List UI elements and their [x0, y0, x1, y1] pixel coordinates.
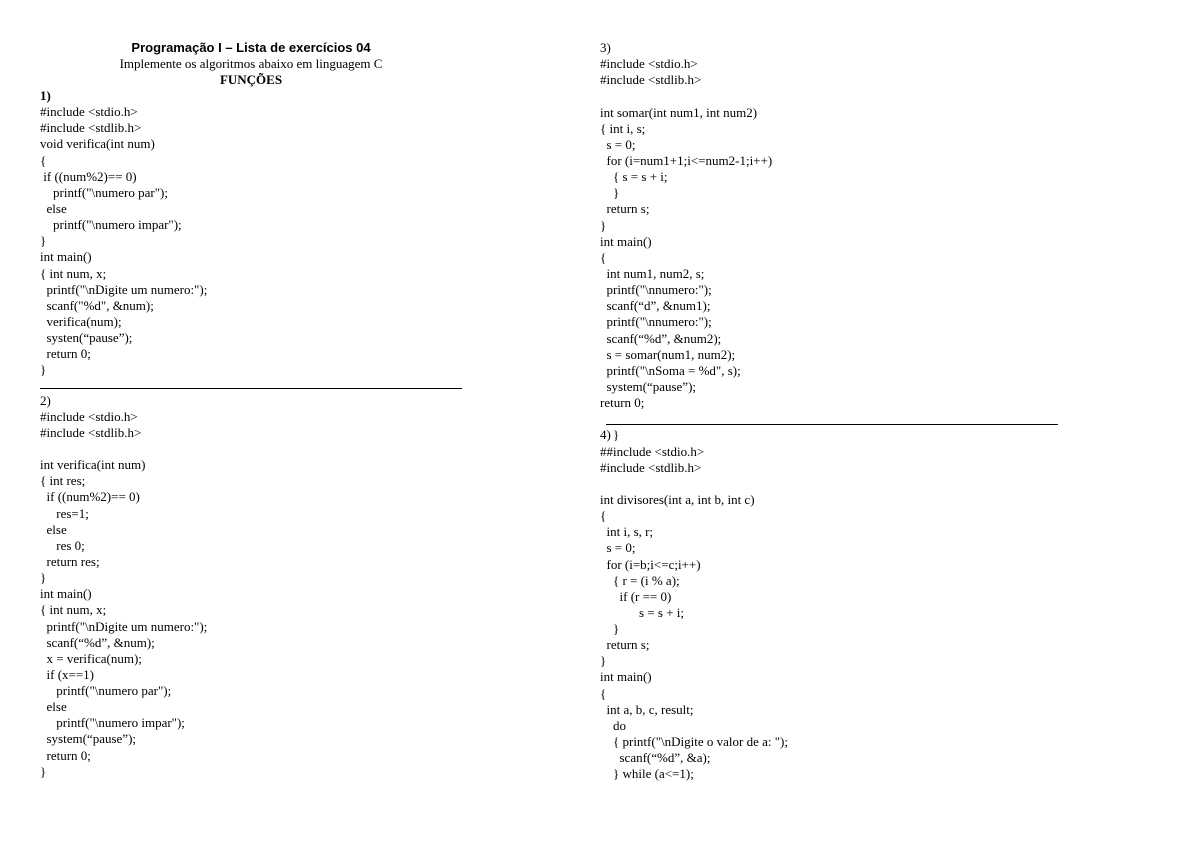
code-line: #include <stdio.h>	[40, 408, 138, 424]
code-line: {	[600, 685, 607, 701]
document-title: Programação I – Lista de exercícios 04	[131, 40, 371, 55]
code-line: scanf(“%d”, &a);	[600, 750, 711, 766]
exercise-1-code	[40, 104, 470, 378]
code-line: int main()	[40, 586, 92, 602]
code-line: scanf("%d", &num);	[40, 297, 154, 313]
code-line: int verifica(int num)	[40, 457, 146, 473]
exercise-1-number: 1)	[40, 88, 51, 103]
left-column	[40, 40, 470, 780]
code-line: else	[40, 699, 67, 715]
code-line: { printf("\nDigite o valor de a: ");	[600, 734, 788, 750]
separator-rule	[606, 424, 1058, 425]
code-line: return s;	[600, 637, 650, 653]
code-line: return 0;	[600, 395, 645, 411]
code-line: else	[40, 200, 67, 216]
code-line: }	[40, 233, 47, 249]
code-line: if (x==1)	[40, 666, 95, 682]
exercise-4-code	[600, 444, 1070, 783]
code-line: int num1, num2, s;	[600, 265, 705, 281]
closing-brace: }	[613, 427, 620, 443]
code-line: {	[600, 249, 607, 265]
code-line: scanf(“%d”, &num);	[40, 634, 155, 650]
code-line: for (i=num1+1;i<=num2-1;i++)	[600, 152, 773, 168]
code-line: x = verifica(num);	[40, 650, 142, 666]
code-line: }	[600, 653, 607, 669]
code-line: int main()	[600, 669, 652, 685]
code-line: }	[40, 763, 47, 779]
code-line	[600, 476, 1070, 492]
exercise-4-number: 4)	[600, 427, 611, 443]
code-line: ##include <stdio.h>	[600, 443, 705, 459]
code-line: for (i=b;i<=c;i++)	[600, 556, 701, 572]
code-line: return res;	[40, 553, 100, 569]
exercise-2-code	[40, 409, 470, 780]
code-line: #include <stdlib.h>	[600, 72, 702, 88]
code-line: {	[40, 152, 47, 168]
code-line: systen(“pause”);	[40, 330, 133, 346]
code-line: system(“pause”);	[40, 731, 137, 747]
code-line: }	[600, 217, 607, 233]
code-line: printf("\nnumero:");	[600, 282, 712, 298]
code-line: int a, b, c, result;	[600, 701, 694, 717]
code-line: }	[40, 362, 47, 378]
code-line: return s;	[600, 201, 650, 217]
code-line: if (r == 0)	[600, 588, 672, 604]
code-line: else	[40, 521, 67, 537]
code-line: verifica(num);	[40, 313, 122, 329]
code-line: scanf(“%d”, &num2);	[600, 330, 722, 346]
code-line: } while (a<=1);	[600, 766, 694, 782]
exercise-2-number: 2)	[40, 392, 51, 408]
code-line: int i, s, r;	[600, 524, 654, 540]
code-line: res=1;	[40, 505, 89, 521]
code-line: { s = s + i;	[600, 169, 668, 185]
code-line: #include <stdlib.h>	[600, 459, 702, 475]
code-line	[600, 88, 1070, 104]
code-line: printf("\numero par");	[40, 184, 168, 200]
code-line: printf("\nnumero:");	[600, 314, 712, 330]
code-line: printf("\nSoma = %d", s);	[600, 362, 741, 378]
code-line: }	[600, 185, 620, 201]
code-line: #include <stdio.h>	[600, 56, 698, 72]
code-line: }	[40, 570, 47, 586]
code-line: s = somar(num1, num2);	[600, 346, 736, 362]
code-line: void verifica(int num)	[40, 136, 155, 152]
code-line: int divisores(int a, int b, int c)	[600, 491, 755, 507]
separator-rule	[40, 388, 462, 389]
code-line: return 0;	[40, 747, 91, 763]
exercise-3-closing	[600, 411, 1070, 443]
section-heading: FUNÇÕES	[219, 72, 283, 87]
code-line: if ((num%2)== 0)	[40, 168, 137, 184]
code-line: int main()	[40, 249, 92, 265]
code-line: do	[600, 717, 626, 733]
code-line: printf("\nDigite um numero:");	[40, 618, 208, 634]
code-line: { int res;	[40, 473, 86, 489]
code-line: s = 0;	[600, 136, 636, 152]
code-line: system(“pause”);	[600, 378, 697, 394]
code-line: { r = (i % a);	[600, 572, 680, 588]
exercise-3-number: 3)	[600, 40, 611, 55]
right-column	[600, 40, 1070, 782]
code-line: int main()	[600, 233, 652, 249]
exercise-3-code	[600, 56, 1070, 411]
code-line: printf("\numero impar");	[40, 715, 185, 731]
code-line: scanf(“d”, &num1);	[600, 298, 711, 314]
code-line: if ((num%2)== 0)	[40, 489, 140, 505]
code-line: }	[600, 621, 620, 637]
code-line	[40, 441, 470, 457]
code-line: int somar(int num1, int num2)	[600, 104, 758, 120]
code-line: s = s + i;	[600, 604, 685, 620]
code-line: { int num, x;	[40, 602, 107, 618]
code-line: #include <stdlib.h>	[40, 120, 142, 136]
code-line: {	[600, 508, 607, 524]
document-header	[40, 40, 462, 88]
code-line: { int num, x;	[40, 265, 107, 281]
code-line: res 0;	[40, 537, 85, 553]
code-line: #include <stdio.h>	[40, 104, 138, 120]
code-line: return 0;	[40, 346, 91, 362]
code-line: #include <stdlib.h>	[40, 424, 142, 440]
code-line: printf("\nDigite um numero:");	[40, 281, 208, 297]
code-line: printf("\numero impar");	[40, 217, 182, 233]
code-line: printf("\numero par");	[40, 683, 172, 699]
code-line: { int i, s;	[600, 120, 646, 136]
document-subtitle: Implemente os algoritmos abaixo em linguagem C	[119, 56, 383, 71]
code-line: s = 0;	[600, 540, 636, 556]
